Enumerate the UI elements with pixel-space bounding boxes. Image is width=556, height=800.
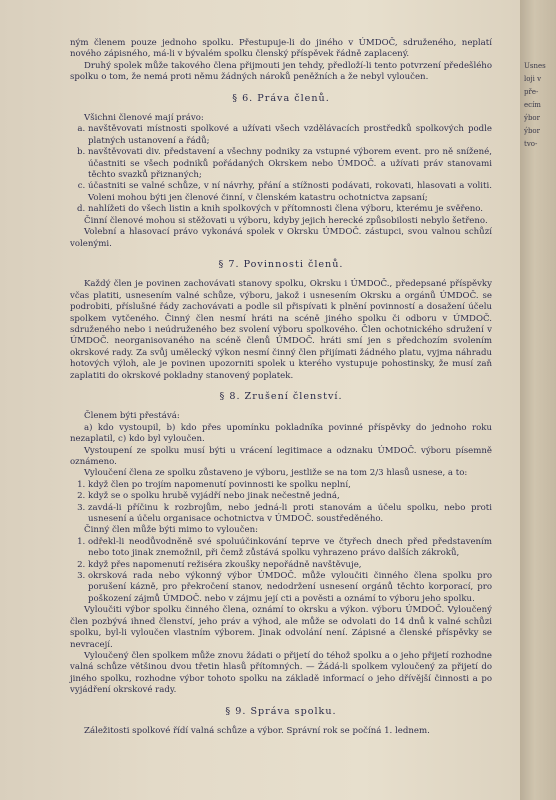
- adjacent-line: ýbor: [524, 114, 540, 122]
- section-6-title: § 6. Práva členů.: [232, 92, 330, 104]
- list-item: 2. když přes napomenutí režiséra zkoušky nepořádně navštěvuje,: [88, 560, 492, 571]
- section-6-paragraph-2: Volební a hlasovací právo vykonává spolek v Okrsku ÚMDOČ. zástupci, svou valnou schůzí volenými.: [70, 227, 492, 249]
- section-7-title: § 7. Povinnosti členů.: [218, 258, 344, 270]
- list-item: a. navštěvovati místnosti spolkové a užívati všech vzdělávacích prostředků spolkových podle platných ustanovení a řádů;: [88, 124, 492, 147]
- section-8-conditions: a) kdo vystoupil, b) kdo přes upomínku pokladníka povinné příspěvky do jednoho roku nezaplatil, c) kdo byl vyloučen.: [70, 422, 492, 445]
- list-item: 1. odřekl-li neodůvodněně své spoluúčinkování teprve ve čtyřech dnech před představením nebo toto jinak znemožnil, při čemž zůstává spolku vyhrazeno právo dalších zákroků,: [88, 537, 492, 560]
- section-8-paragraph-5: Vyloučený člen spolkem může znovu žádati o přijetí do téhož spolku a o jeho přijetí rozhodne valná schůze většinou dvou třetin hlasů přítomných. — Žádá-li spolkem vyloučený za přijetí do jiného spolku, rozhodne výbor tohoto spolku na základě informací o jeho dřívější činnosti a po vyjádření okrskové rady.: [70, 650, 492, 696]
- section-8-list-1: [70, 480, 492, 526]
- section-8-list-2: [70, 537, 492, 605]
- section-6-lead: Všichni členové mají právo:: [84, 113, 204, 124]
- section-8-paragraph-2: Vyloučení člena ze spolku zůstaveno je výboru, jestliže se na tom 2/3 hlasů usnese, a to:: [84, 468, 468, 479]
- section-8-paragraph-3: Činný člen může býti mimo to vyloučen:: [84, 525, 259, 536]
- intro-paragraph: ným členem pouze jednoho spolku. Přestupuje-li do jiného v ÚMDOČ, sdruženého, neplatí nového zápisného, má-li v bývalém spolku členský příspěvek řádně zaplacený.: [70, 38, 492, 60]
- list-item: 3. zavdá-li příčinu k rozbrojům, nebo jedná-li proti stanovám a účelu spolku, nebo proti usnesení a účelu organisace ochotnictva v ÚMDOČ. soustředěného.: [88, 503, 492, 526]
- adjacent-line: Usnes: [524, 62, 546, 70]
- section-8-lead: Členem býti přestává:: [84, 411, 180, 422]
- section-8-paragraph-4: Vyloučiti výbor spolku činného člena, oznámí to okrsku a výkon. výboru ÚMDOČ. Vyloučený člen pozbývá ihned členství, jeho práv a výhod, ale může se odvolati do 14 dnů k valné schůzi spolku, byl-li vyloučen vlastním výborem. Jinak odvolání není. Zápisné a členské příspěvky se nevracejí.: [70, 605, 492, 650]
- adjacent-line: pře-: [524, 88, 539, 96]
- adjacent-line: tvo-: [524, 140, 538, 148]
- section-8-paragraph-1: Vystoupení ze spolku musí býti u vrácení legitimace a odznaku ÚMDOČ. výboru písemně oznámeno.: [70, 445, 492, 467]
- adjacent-page-text: [524, 60, 554, 151]
- adjacent-page-edge: [520, 0, 556, 800]
- section-7-paragraph: Každý člen je povinen zachovávati stanovy spolku, Okrsku i ÚMDOČ., předepsané příspěvky včas platiti, usnesením valné schůze, výboru, jakož i usnesením Okrsku a orgánů ÚMDOČ. se podrobiti, příslušné řády zachovávati a podle sil přispívati k plnění povinností a dosažení účelu spolkem vytčeného. Činný člen nesmí hráti na scéně jiného spolku či odboru v ÚMDOČ. sdruženého nebo i neúdruženého bez svolení výboru spolkového. Člen ochotnického sdružení v ÚMDOČ. neorganisovaného na scéně členů ÚMDOČ. hráti smí jen s předchozím svolením okrskové rady. Za svůj umělecký výkon nesmí činný člen přijímati žádného platu, vyjma náhradu hotových výloh, ale je povinen upozorniti spolek u kterého vystupuje pohostinsky, že musí zaň zaplatiti do okrskové pokladny stanovený poplatek.: [70, 279, 492, 381]
- section-6-list: [70, 124, 492, 215]
- section-8-title: § 8. Zrušení členství.: [219, 390, 343, 402]
- list-item: 1. když člen po trojím napomenutí povinnosti ke spolku neplní,: [88, 480, 492, 491]
- list-item: c. účastniti se valné schůze, v ní návrhy, přání a stížnosti podávati, rokovati, hlasovati a voliti. Voleni mohou býti jen členové činní, v členském katastru ochotnictva zapsaní;: [88, 181, 492, 204]
- adjacent-line: loji v: [524, 75, 542, 83]
- adjacent-line: ýbor: [524, 127, 540, 135]
- list-item: 3. okrsková rada nebo výkonný výbor ÚMDOČ. může vyloučiti činného člena spolku pro porušení kázně, pro překročení stanov, nedodržení usnesení orgánů těchto korporací, pro poškození zájmů ÚMDOČ. nebo v zájmu její cti a pověsti a oznámí to výboru jeho spolku.: [88, 571, 492, 605]
- list-item: d. nahlížeti do všech listin a knih spolkových v přítomnosti člena výboru, kterému je svěřeno.: [88, 204, 492, 215]
- list-item: b. navštěvovati div. představení a všechny podniky za vstupné výborem event. pro ně snížené, účastniti se všech podniků pořádaných Okrskem nebo ÚMDOČ. a užívati práv stanovami těchto svazků přiznaných;: [88, 147, 492, 181]
- adjacent-line: ecím: [524, 101, 541, 109]
- section-6-paragraph-1: Činní členové mohou si stěžovati u výboru, kdyby jejich herecké způsobilosti nebylo šetřeno.: [84, 215, 488, 226]
- intro-paragraph-2: Druhý spolek může takového člena přijmouti jen tehdy, předloží-li tento potvrzení předešlého spolku o tom, že nemá proti němu žádných nároků peněžních a že nebyl vyloučen.: [70, 60, 492, 83]
- section-9-title: § 9. Správa spolku.: [225, 705, 337, 717]
- section-9-paragraph: Záležitosti spolkové řídí valná schůze a výbor. Správní rok se počíná 1. lednem.: [84, 725, 430, 736]
- list-item: 2. když se o spolku hrubě vyjádří nebo jinak nečestně jedná,: [88, 491, 492, 502]
- document-body: [70, 38, 492, 737]
